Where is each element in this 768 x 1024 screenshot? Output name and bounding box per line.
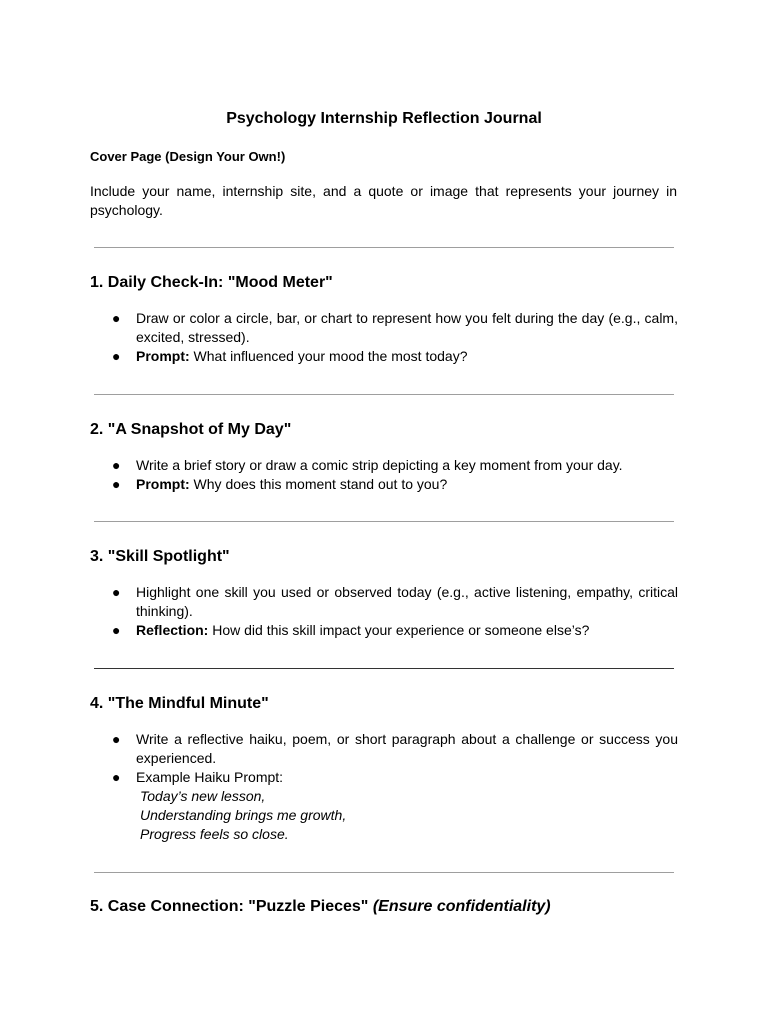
bullet-label: Reflection:	[136, 622, 209, 638]
section-case-connection	[90, 897, 678, 917]
bullet-text: Example Haiku Prompt:	[136, 769, 284, 785]
confidentiality-note: (Ensure confidentiality)	[372, 898, 551, 915]
haiku-line: Understanding brings me growth,	[140, 807, 347, 823]
section-divider	[94, 394, 674, 395]
bullet-dot: ●	[112, 622, 121, 638]
bullet-dot: ●	[112, 348, 121, 364]
bullet-dot: ●	[112, 457, 121, 473]
bullet-item	[90, 621, 678, 640]
section-title: 3. "Skill Spotlight"	[90, 548, 230, 565]
bullet-text: Why does this moment stand out to you?	[189, 476, 448, 492]
section-skill-spotlight	[90, 547, 678, 640]
bullet-dot: ●	[112, 310, 121, 326]
section-bullets	[90, 583, 678, 640]
bullet-item	[90, 456, 678, 475]
bullet-item	[90, 730, 678, 768]
bullet-text: How did this skill impact your experience or someone else’s?	[208, 622, 590, 638]
section-divider	[94, 668, 674, 669]
section-divider	[94, 521, 674, 522]
bullet-text: Write a brief story or draw a comic strip depicting a key moment from your day.	[136, 457, 623, 473]
section-mood-meter	[90, 273, 678, 366]
section-bullets	[90, 309, 678, 366]
section-title	[90, 897, 678, 917]
section-divider	[94, 872, 674, 873]
section-title: 4. "The Mindful Minute"	[90, 695, 269, 712]
bullet-dot: ●	[112, 584, 121, 600]
bullet-text: Draw or color a circle, bar, or chart to represent how you felt during the day (e.g., calm, excited, stressed).	[136, 310, 678, 345]
section-title: 1. Daily Check-In: "Mood Meter"	[90, 274, 333, 291]
bullet-item	[90, 583, 678, 621]
section-title: 2. "A Snapshot of My Day"	[90, 421, 292, 438]
bullet-text: Highlight one skill you used or observed today (e.g., active listening, empathy, critical thinking).	[136, 584, 678, 619]
haiku-line: Progress feels so close.	[140, 826, 289, 842]
bullet-label: Prompt:	[136, 348, 190, 364]
bullet-item	[90, 475, 678, 494]
cover-page-heading: Cover Page (Design Your Own!)	[90, 149, 286, 164]
bullet-text: What influenced your mood the most today?	[189, 348, 468, 364]
section-title-text: 5. Case Connection: "Puzzle Pieces"	[90, 898, 369, 915]
section-bullets	[90, 456, 678, 494]
document-title: Psychology Internship Reflection Journal	[226, 110, 542, 127]
haiku-line: Today’s new lesson,	[140, 788, 266, 804]
bullet-item	[90, 309, 678, 347]
bullet-item	[90, 768, 678, 844]
bullet-label: Prompt:	[136, 476, 190, 492]
bullet-text: Write a reflective haiku, poem, or short paragraph about a challenge or success you experienced.	[136, 731, 678, 766]
section-snapshot	[90, 420, 678, 494]
section-bullets	[90, 730, 678, 844]
bullet-item	[90, 347, 678, 366]
bullet-dot: ●	[112, 731, 121, 747]
cover-page-instructions: Include your name, internship site, and a quote or image that represents your journey in psychology.	[90, 183, 677, 218]
section-divider	[94, 247, 674, 248]
bullet-dot: ●	[112, 769, 121, 785]
haiku-example	[136, 787, 678, 844]
section-mindful-minute	[90, 694, 678, 844]
bullet-dot: ●	[112, 476, 121, 492]
